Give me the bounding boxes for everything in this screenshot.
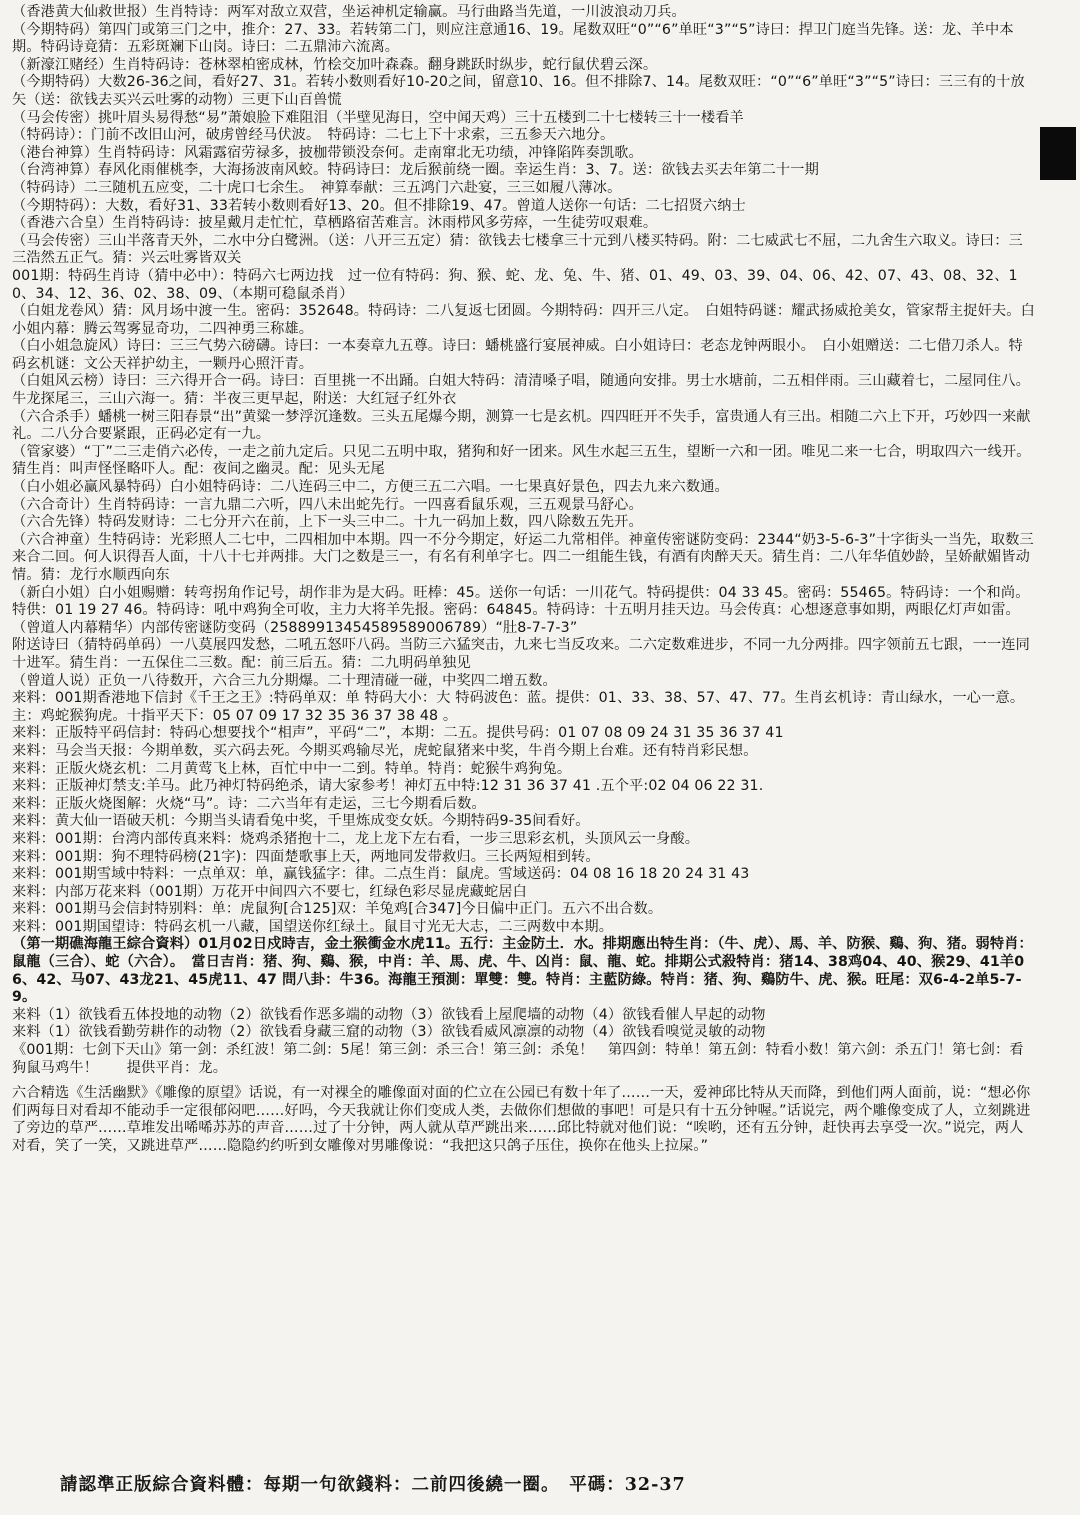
text-line: （今期特码）：大数，看好31、33若转小数则看好13、20。但不排除19、47。曾道人送你一句话：二七招贤六纳士 [12, 197, 746, 214]
text-line: （特码诗）二三随机五应变，二十虎口七余生。 神算奉献：三五鸿门六赴宴，三三如履八薄冰。 [12, 179, 622, 196]
text-line: 附送诗曰（猜特码单码）一八莫展四发愁，二吼五怒吓八码。当防三六猛突击，九来七当反攻来。二六定数难进步，不同一九分两排。四字领前五七跟，一一连同十进军。猜生肖：一五保住二三数。配：前三后五。猜：二九明码单独见 [12, 637, 1030, 671]
text-line: 来料（1）欲钱看勤劳耕作的动物（2）欲钱看身藏三窟的动物（3）欲钱看威风凛凛的动物（4）欲钱看嗅觉灵敏的动物 [12, 1024, 766, 1041]
text-line: （今期特码）第四门或第三门之中，推介：27、33。若转第二门，则应注意通16、19。尾数双旺“0”“6”单旺“3”“5”诗曰：捍卫门庭当先锋。送：龙、羊中本期。特码诗竟猜：五彩斑斓下山岗。诗曰：二五鼎沛六流离。 [12, 21, 1014, 56]
text-line: 《001期：七剑下天山》第一剑：杀红波！第二剑：5尾！第三剑：杀三合！第三剑：杀兔！ 第四剑：特单！第五剑：特看小数！第六剑：杀五门！第七剑：看狗鼠马鸡牛！ 提供平肖：龙。 [12, 1042, 1024, 1076]
text-line: 来料：正版神灯禁支:羊马。此乃神灯特码绝杀，请大家参考！神灯五中特:12 31 36 37 41 .五个平:02 04 06 22 31. [12, 778, 764, 795]
text-line: 来料：001期国望诗：特码玄机一八藏，国望送你红绿土。鼠目寸光无大志，二三两数中本期。 [12, 918, 614, 935]
text-line: （曾道人说）正负一八待数开，六合三九分期爆。二十理清碰一碰，中奖四二增五数。 [12, 672, 557, 689]
text-line: （六合奇计）生肖特码诗：一言九鼎二六听，四八未出蛇先行。一四喜看鼠乐观，三五观景马舒心。 [12, 496, 643, 513]
text-line: 来料：黄大仙一语破天机：今期当头请看兔中奖，千里炼成变女妖。今期特码9-35间看好。 [12, 813, 590, 830]
text-line: （港台神算）生肖特码诗：风霜露宿劳禄多，披枷带锁没奈何。走南窜北无功绩，冲锋陷阵奏凯歌。 [12, 144, 643, 161]
text-line: （白小姐必赢风暴特码）白小姐特码诗：二八连码三中二，方便三五二六唱。一七果真好景色，四去九来六数通。 [12, 479, 729, 496]
text-line: （白姐风云榜）诗曰：三六得开合一码。诗曰：百里挑一不出踊。白姐大特码：清清嗓子唱，随通向安排。男士水塘前，二五相伴雨。三山藏着七，二屋同住八。牛龙探尾三，三山六海一。猜：半夜三更早起，附送：大红冠子红外衣 [12, 373, 1030, 408]
text-line: （新濠江赌经）生肖特码诗：苍林翠柏密成林，竹桧交加叶森森。翻身跳跃时纵步，蛇行鼠伏碧云深。 [12, 56, 658, 73]
newsletter-sheet [12, 4, 1036, 1509]
text-line: （白小姐急旋风）诗曰：三三气势六磅礴。诗曰：一本奏章九五尊。诗曰：蟠桃盛行宴展神威。白小姐诗曰：老态龙钟两眼小。 白小姐赠送：二七借刀杀人。特码玄机谜：文公天祥护幼主，一颗丹心照汗青。 [12, 338, 1023, 372]
text-line: （香港六合皇）生肖特码诗：披星戴月走忙忙，草栖路宿苦难言。沐雨栉风多劳瘁，一生徒劳叹艰难。 [12, 215, 658, 232]
text-line: 001期：特码生肖诗（猜中必中）：特码六七两边找 过一位有特码：狗、猴、蛇、龙、兔、牛、猪、01、49、03、39、04、06、42、07、43、08、32、10、34、12、36、02、38、09、（本期可稳鼠杀肖） [12, 267, 1018, 302]
text-line: （管家婆）“丁”二三走俏六必传，一走之前九定后。只见二五明中取，猪狗和好一团来。风生水起三五生，望断一六和一团。唯见二来一七合，明取四六一线开。猜生肖：叫声怪怪略吓人。配：夜间之幽灵。配：见头无尾 [12, 443, 1031, 478]
text-line: （香港黄大仙救世报）生肖特诗：两军对敌立双营，坐运神机定输赢。马行曲路当先道，一川波浪动刀兵。 [12, 4, 686, 20]
text-line: 来料（1）欲钱看五体投地的动物（2）欲钱看作恶多端的动物（3）欲钱看上屋爬墙的动物（4）欲钱看催人早起的动物 [12, 1006, 766, 1023]
text-line: 来料：正版火烧图解：火烧“马”。诗：二六当年有走运，三七今期看后数。 [12, 795, 486, 812]
text-line: （六合先锋）特码发财诗：二七分开六在前，上下一头三中二。十九一码加上数，四八除数五先开。 [12, 514, 643, 531]
text-line: 来料：001期：台湾内部传真来料：烧鸡杀猪抱十二，龙上龙下左右看，一步三思彩玄机，头顶风云一身酸。 [12, 830, 700, 847]
text-line: （六合杀手）蟠桃一树三阳春景“出”黄粱一梦浮沉逢数。三头五尾爆今期，测算一七是玄机。四四旺开不失手，富贵通人有三出。相随二六上下开，巧妙四一来献礼。二八分合要紧跟，正码必定有一九。 [12, 408, 1031, 443]
text-line: 来料：001期雪域中特料：一点单双：单，赢钱猛字：律。二点生肖：鼠虎。雪域送码：04 08 16 18 20 24 31 43 [12, 866, 750, 883]
text-line: （今期特码）大数26-36之间，看好27、31。若转小数则看好10-20之间，留意10、16。但不排除7、14。尾数双旺：“0”“6”单旺“3”“5”诗曰：三三有的十放矢（送：欲钱去买兴云吐雾的动物）三更下山百兽慌 [12, 74, 1025, 108]
text-line: （白姐龙卷风）猜：风月场中渡一生。密码：352648。特码诗：二八复返七团圆。今期特码：四开三八定。 白姐特码谜：耀武扬威抢美女，管家帮主捉奸夫。白小姐内幕：腾云驾雾显奇功，二四神勇三称雄。 [12, 303, 1035, 337]
text-line: 来料：001期香港地下信封《千王之王》:特码单双：单 特码大小：大 特码波色：蓝。提供：01、33、38、57、47、77。生肖玄机诗：青山绿水，一心一意。主：鸡蛇猴狗虎。十指平天下：05 07 09 17 32 35 36 37 38 48 。 [12, 690, 1025, 724]
text-line: 来料：马会当天报：今期单数，买六码去死。今期买鸡输尽光，虎蛇鼠猪来中奖，牛肖今期上台难。还有特肖彩民想。 [12, 742, 758, 759]
text-line: 来料：001期马会信封特别料：单：虎鼠狗[合125]双：羊兔鸡[合347]今日偏中正门。五六不出合数。 [12, 901, 663, 918]
text-line: （曾道人内幕精华）内部传密谜防变码（25889913454589589006789）“肚8-7-7-3” [12, 619, 578, 636]
black-page-tab [1040, 127, 1076, 180]
text-line: 来料：正版火烧玄机：二月黄莺飞上林，百忙中中一二到。特单。特肖：蛇猴牛鸡狗兔。 [12, 760, 572, 777]
text-line: （马会传密）三山半落青天外，二水中分白鹭洲。（送：八开三五定）猜：欲钱去七楼拿三十元到八楼买特码。附：二七威武七不屈，二九舍生六取义。诗曰：三三浩然五正气。猜：兴云吐雾皆双关 [12, 232, 1023, 267]
text-line: （六合神童）生特码诗：光彩照人二七中，二四相加中本期。四一不分今期定，好运二九常相伴。神童传密谜防变码：2344“奶3-5-6-3”十字街头一当先，取数三来合二回。何人识得吾人面，十八十七并两排。大门之数是三一，有名有利单字七。四二一组能生钱，有酒有肉醉天天。猜生肖：二八年华值妙龄，呈娇献媚皆动情。猜：龙行水顺西向东 [12, 531, 1034, 583]
text-line: （新白小姐）白小姐赐赠：转弯拐角作记号，胡作非为是大码。旺棒：45。送你一句话：一川花气。特码提供：04 33 45。密码：55465。特码诗：一个和尚。特供：01 19 27 46。特码诗：吼中鸡狗全可收，主力大将羊先报。密码：64845。特码诗：十五明月挂天边。马会传真：心想逐意事如期，两眼亿灯声如雷。 [12, 584, 1030, 619]
text-line: 来料：内部万花来料（001期）万花开中间四六不要七，红绿色彩尽显虎藏蛇居白 [12, 883, 528, 900]
text-line: （马会传密）挑叶眉头易得愁“易”萧娘脸下难阻泪（半壁见海日，空中闻天鸡）三十五楼到二十七楼转三十一楼看羊 [12, 109, 744, 126]
text-line: 来料：正版特平码信封：特码心想要找个“相声”，平码“二”，本期：二五。提供号码：01 07 08 09 24 31 35 36 37 41 [12, 725, 784, 742]
footer-slogan: 請認準正版綜合資料體：每期一句欲錢料：二前四後繞一圈。 平碼：32-37 [60, 1475, 686, 1495]
text-line: 来料：001期：狗不理特码榜(21字)：四面楚歌事上天，两地同发带救归。三长两短相到转。 [12, 848, 600, 865]
text-line: （台湾神算）春风化雨催桃李，大海扬波南风蛟。特码诗曰：龙后猴前绕一圈。幸运生肖：3、7。送：欲钱去买去年第二十一期 [12, 162, 819, 179]
dragon-king-block: （第一期礁海龍王綜合資料）01月02日戍時吉，金土猴衝金水虎11。五行：主金防土．水。排期應出特生肖：（牛、虎）、馬、羊、防猴、鷄、狗、猪。弱特肖：鼠龍（三合）、蛇（六合）。 當日吉肖：猪、狗、鷄、猴，中肖：羊、馬、虎、牛、凶肖：鼠、龍、蛇。排期公式殺特肖：猪14、38鸡04、40、猴29、41羊06、42、马07、43龙21、45虎11、47 問八卦：牛36。海龍王預測：單雙：雙。特肖：主藍防綠。特肖：猪、狗、鷄防牛、虎、猴。旺尾：双6-4-2单5-7-9。 [12, 936, 1033, 1006]
humor-story: 六合精选《生活幽默》《雕像的原望》话说，有一对裸全的雕像面对面的伫立在公园已有数十年了……一天，爱神邱比特从天而降，到他们两人面前，说：“想必你们两每日对看却不能动手一定很郁闷吧……好吗，今天我就让你们变成人类，去做你们想做的事吧！可是只有十五分钟喔。”话说完，两个雕像变成了人，立刻跳进了旁边的草严……草堆发出唏唏苏苏的声音……过了十分钟，两人就从草严跳出来……邱比特就对他们说：“唉哟，还有五分钟，赶快再去享受一次。”说完，两人对看，笑了一笑，又跳进草严……隐隐约约听到女雕像对男雕像说：“我把这只鸽子压住，换你在他头上拉屎。” [12, 1085, 1031, 1154]
text-line: （特码诗）：门前不改旧山河，破虏曾经马伏波。 特码诗：二七上下十求索，三五参天六地分。 [12, 127, 615, 144]
